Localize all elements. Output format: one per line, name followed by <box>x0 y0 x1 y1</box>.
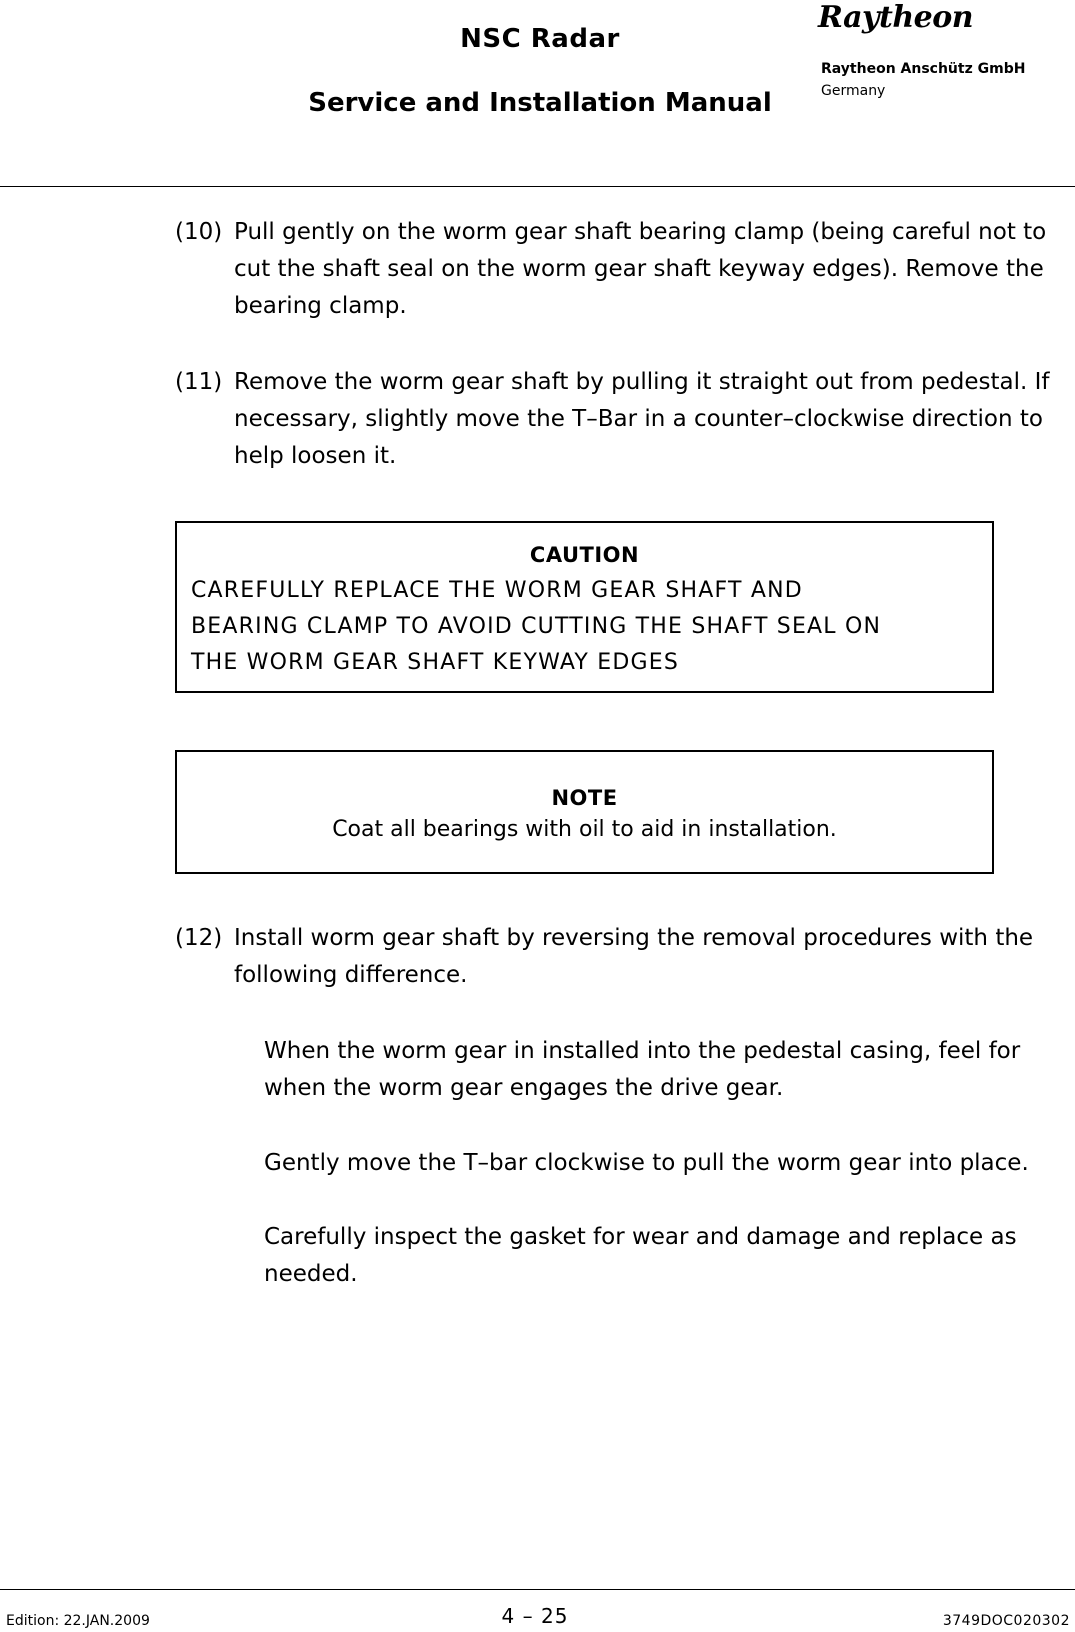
note-heading: NOTE <box>551 786 618 810</box>
step-number: (11) <box>175 369 223 395</box>
caution-heading: CAUTION <box>529 543 640 567</box>
step-text: Pull gently on the worm gear shaft bearing clamp (being careful not to cut the shaft seal on the worm gear shaft keyway edges). Remove the bearing clamp. <box>234 219 1047 319</box>
company-name: Raytheon Anschütz GmbH <box>821 61 1026 77</box>
caution-line: BEARING CLAMP TO AVOID CUTTING THE SHAFT SEAL ON <box>191 614 882 639</box>
footer-divider <box>0 1589 1075 1590</box>
step-11 <box>175 364 1065 475</box>
caution-line: CAREFULLY REPLACE THE WORM GEAR SHAFT AND <box>191 578 803 603</box>
step-12 <box>175 920 1065 994</box>
document-number: 3749DOC020302 <box>942 1613 1070 1629</box>
document-subtitle: Service and Installation Manual <box>308 88 772 118</box>
company-country: Germany <box>821 83 886 99</box>
note-box <box>175 750 994 874</box>
step-number: (12) <box>175 925 223 951</box>
sub-item: Carefully inspect the gasket for wear and damage and replace as needed. <box>264 1224 1017 1287</box>
step-10 <box>175 214 1065 325</box>
step-number: (10) <box>175 219 223 245</box>
edition-date: Edition: 22.JAN.2009 <box>6 1613 150 1629</box>
caution-line: THE WORM GEAR SHAFT KEYWAY EDGES <box>191 650 679 675</box>
raytheon-logo: Raytheon <box>818 0 974 35</box>
step-text: Remove the worm gear shaft by pulling it straight out from pedestal. If necessary, slightly move the T–Bar in a counter–clockwise direction to help loosen it. <box>234 369 1050 469</box>
sub-item: When the worm gear in installed into the pedestal casing, feel for when the worm gear engages the drive gear. <box>264 1038 1021 1101</box>
note-text: Coat all bearings with oil to aid in installation. <box>332 817 837 842</box>
header-divider <box>0 186 1075 187</box>
step-text: Install worm gear shaft by reversing the removal procedures with the following difference. <box>234 925 1034 988</box>
caution-text <box>191 573 992 681</box>
document-title: NSC Radar <box>460 24 620 54</box>
caution-box <box>175 521 994 693</box>
page-number: 4 – 25 <box>501 1604 569 1628</box>
sub-item: Gently move the T–bar clockwise to pull the worm gear into place. <box>264 1150 1029 1176</box>
